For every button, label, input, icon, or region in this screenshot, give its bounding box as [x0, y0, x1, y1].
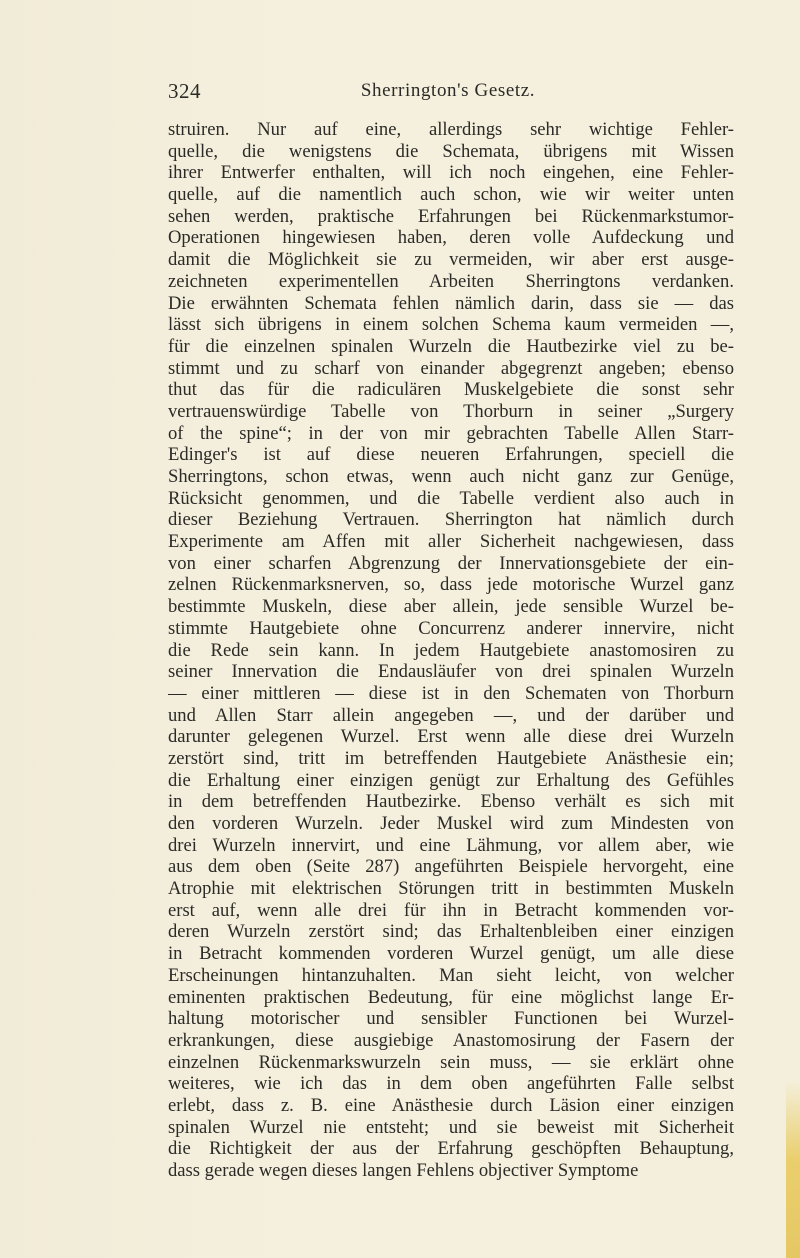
- text-line: von einer scharfen Abgrenzung der Innervationsgebiete der ein-: [168, 552, 734, 574]
- text-line: und Allen Starr allein angegeben —, und der darüber und: [168, 704, 734, 726]
- text-line: bestimmte Muskeln, diese aber allein, jede sensible Wurzel be-: [168, 596, 734, 618]
- text-line: weiteres, wie ich das in dem oben angeführten Falle selbst: [168, 1073, 734, 1095]
- text-line: Rücksicht genommen, und die Tabelle verdient also auch in: [168, 487, 734, 509]
- text-line: für die einzelnen spinalen Wurzeln die Hautbezirke viel zu be-: [168, 335, 734, 357]
- running-head: Sherrington's Gesetz.: [360, 80, 536, 101]
- text-line: die Rede sein kann. In jedem Hautgebiete anastomosiren zu: [168, 639, 734, 661]
- text-line: — einer mittleren — diese ist in den Schematen von Thorburn: [168, 682, 734, 704]
- text-line: dass gerade wegen dieses langen Fehlens objectiver Symptome: [168, 1160, 639, 1181]
- text-line: deren Wurzeln zerstört sind; das Erhaltenbleiben einer einzigen: [168, 921, 734, 943]
- page-edge-stain: [786, 1080, 800, 1258]
- text-line: haltung motorischer und sensibler Functionen bei Wurzel-: [168, 1008, 734, 1030]
- text-line: Erscheinungen hintanzuhalten. Man sieht leicht, von welcher: [168, 964, 734, 986]
- text-line: zelnen Rückenmarksnerven, so, dass jede motorische Wurzel ganz: [168, 574, 734, 596]
- text-line: quelle, auf die namentlich auch schon, wie wir weiter unten: [168, 184, 734, 206]
- page-number: 324: [168, 79, 201, 103]
- text-line: quelle, die wenigstens die Schemata, übrigens mit Wissen: [168, 140, 734, 162]
- text-line: zeichneten experimentellen Arbeiten Sherringtons verdanken.: [168, 270, 734, 292]
- text-line: stimmte Hautgebiete ohne Concurrenz anderer innervire, nicht: [168, 617, 734, 639]
- text-line: erst auf, wenn alle drei für ihn in Betracht kommenden vor-: [168, 899, 734, 921]
- text-line: of the spine“; in der von mir gebrachten Tabelle Allen Starr-: [168, 422, 734, 444]
- page-header: [168, 78, 728, 104]
- text-line: Experimente am Affen mit aller Sicherheit nachgewiesen, dass: [168, 531, 734, 553]
- text-line: stimmt und zu scharf von einander abgegrenzt angeben; ebenso: [168, 357, 734, 379]
- text-line: lässt sich übrigens in einem solchen Schema kaum vermeiden —,: [168, 314, 734, 336]
- text-line: dieser Beziehung Vertrauen. Sherrington hat nämlich durch: [168, 509, 734, 531]
- text-line: erlebt, dass z. B. eine Anästhesie durch Läsion einer einzigen: [168, 1094, 734, 1116]
- body-text: [168, 119, 734, 1182]
- text-line: aus dem oben (Seite 287) angeführten Beispiele hervorgeht, eine: [168, 856, 734, 878]
- text-line: eminenten praktischen Bedeutung, für eine möglichst lange Er-: [168, 986, 734, 1008]
- text-line: struiren. Nur auf eine, allerdings sehr wichtige Fehler-: [168, 119, 734, 140]
- text-line: Sherringtons, schon etwas, wenn auch nicht ganz zur Genüge,: [168, 466, 734, 487]
- text-line: Die erwähnten Schemata fehlen nämlich darin, dass sie — das: [168, 292, 734, 314]
- text-line: spinalen Wurzel nie entsteht; und sie beweist mit Sicherheit: [168, 1116, 734, 1138]
- text-line: Operationen hingewiesen haben, deren volle Aufdeckung und: [168, 227, 734, 249]
- text-line: sehen werden, praktische Erfahrungen bei Rückenmarkstumor-: [168, 205, 734, 227]
- text-line: seiner Innervation die Endausläufer von drei spinalen Wurzeln: [168, 661, 734, 683]
- text-line: zerstört sind, tritt im betreffenden Hautgebiete Anästhesie ein;: [168, 747, 734, 769]
- text-line: thut das für die radiculären Muskelgebiete die sonst sehr: [168, 379, 734, 401]
- text-line: Edinger's ist auf diese neueren Erfahrungen, speciell die: [168, 444, 734, 466]
- text-line: die Erhaltung einer einzigen genügt zur Erhaltung des Gefühles: [168, 769, 734, 791]
- text-line: vertrauenswürdige Tabelle von Thorburn in seiner „Surgery: [168, 400, 734, 422]
- text-line: drei Wurzeln innervirt, und eine Lähmung, vor allem aber, wie: [168, 834, 734, 856]
- text-line: ihrer Entwerfer enthalten, will ich noch eingehen, eine Fehler-: [168, 162, 734, 184]
- text-line: den vorderen Wurzeln. Jeder Muskel wird zum Mindesten von: [168, 813, 734, 834]
- text-line: damit die Möglichkeit sie zu vermeiden, wir aber erst ausge-: [168, 249, 734, 271]
- text-line: Atrophie mit elektrischen Störungen tritt in bestimmten Muskeln: [168, 878, 734, 900]
- text-line: in Betracht kommenden vorderen Wurzel genügt, um alle diese: [168, 943, 734, 965]
- text-line: in dem betreffenden Hautbezirke. Ebenso verhält es sich mit: [168, 791, 734, 813]
- text-line: darunter gelegenen Wurzel. Erst wenn alle diese drei Wurzeln: [168, 726, 734, 748]
- text-line: einzelnen Rückenmarkswurzeln sein muss, — sie erklärt ohne: [168, 1051, 734, 1073]
- text-line: erkrankungen, diese ausgiebige Anastomosirung der Fasern der: [168, 1029, 734, 1051]
- text-line: die Richtigkeit der aus der Erfahrung geschöpften Behauptung,: [168, 1138, 734, 1160]
